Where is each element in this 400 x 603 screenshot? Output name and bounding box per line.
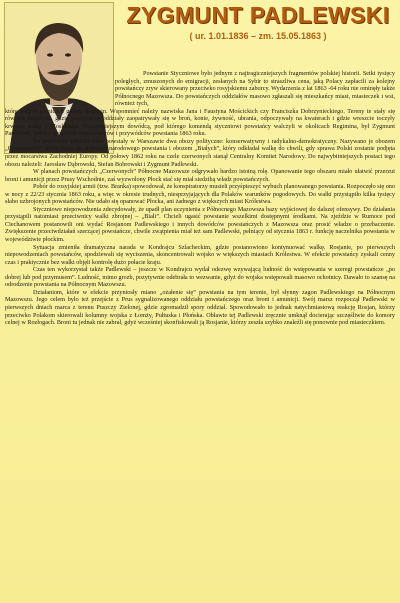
- paragraph: Czas ten wykorzystał także Padlewski – jeszcze w Kondrajcu wydał odezwę wzywającą ludność do wstępowania w szeregi powstańcze „po dobrej lub pod przymusem”. Ludność, mimo grozb, pozytywnie odebrała to wezwanie, gdyż do wojska wstępowali masowo ochotnicy. Dawało to szansę na odrodzenie powstania na Północnym Mazowszu.: [5, 266, 395, 289]
- paragraph: które leżą w granicach gminy Regimin. Wspomnieć należy nazwiska Jana i Faustyna Mościckich czy Franciszka Dobrzynieckiego. Tereny te stały się również miejscem, gdzie powstańcze oddziały zaopatrywały się w broń, konie, żywność, ubrania, odpoczywały na kwaterach i gdzie wreszcie toczyły krwawe walki z Moskalami. Najsłynniejszym dowódcą, pod którego komendą styczniowi powstańcy walczyli w okolicach Regimina, był Zygmunt Padlewski, jeden z głównych organizatorów i przywódców powstania 1863 roku.: [5, 107, 395, 138]
- paragraph: Powstanie Styczniowe było jednym z najtragiczniejszych fragmentów polskiej historii. Setki tysięcy poległych, zmuszonych do emigracji, zesłanych na Sybir to straszliwa cena, jaką Polacy zapłacili za kolejny powstańczy zryw skierowany przeciwko rosyjskiemu zaborcy. Wydarzenia z lat 1863 -64 roku nie ominęły także Północnego Mazowsza. Do powstańczych oddziałów masowo zgłaszali się mieszkańcy miast, miasteczek i wsi, również tych,: [115, 70, 395, 108]
- page-title: ZYGMUNT PADLEWSKI: [126, 2, 390, 28]
- paragraph: W planach powstańczych „Czerwonych” Północne Mazowsze odgrywało bardzo istotną rolę. Opanowanie tego obszaru miało ułatwić przerzut broni i amunicji przez Prusy Wschodnie, zaś wyzwolony Płock stać się miał siedzibą władz powstańczych.: [5, 168, 395, 183]
- paragraph: Styczniowe niepowodzenia zdecydowały, że upadł plan uczynienia z Północnego Mazowsza bazy wyjściowej do dalszej ofensywy. Do działania przystąpili natomiast przeciwnicy walki zbrojnej – „Biali”. Chcieli ugasić powstanie wszelkimi dostępnymi środkami. Na zjeździe w Rumoce pod Ciechanowem postanowili oni wydać Rosjanom Padlewskiego i innych dowódców powstańczych z Mazowsza oraz prosić władze o przebaczenie. Zwiększenie przeciwdziałań szerzącej powstańcze, chwile zwątpienia miał też sam Padlewski, pełniący od stycznia 1863 r. funkcję naczelnika powstania w województwie płockim.: [5, 205, 395, 244]
- paragraph: Na przełomie 1861/62 roku powstały w Warszawie dwa obozy polityczne: konserwatywny i radykalno-demokratyczny. Nazywano je obozem „Czerwonych”, który dążył do wybuchu narodowego powstania i obozem „Białych”, który odkładał walkę do chwili, gdy sprawa Polski zostanie podjęta przez mocarstwa Zachodniej Europy. Od połowy 1862 roku na czele czerwonych stanął Centralny Komitet Narodowy. Do najwybitniejszych postaci tego obozu należeli: Jarosław Dąbrowski, Stefan Bobrowski i Zygmunt Padlewski.: [5, 137, 395, 168]
- paragraph: Działaniom, które w efekcie przyniosły miano „ożałenie się” powstania na tym terenie, był słynny zagon Padlewskiego na Północnym Mazowszu. Jego celem było też przejście z Prus sygnalizowanego oddziału powstańczego oraz broni i amunicji. Swój marsz rozpoczął Padlewski w pierwszych dniach marca z terenu Puszczy Zielonej, gdzie zgromadził spory oddział. Spowodowało to jednak natychmiastową reakcję Rosjan, którzy przeciwko Polakom skierowali kolumny wojska z Łomży, Pułtuska i Płońska. Obławie tej Padlewski zręcznie umknął docierając szczęśliwie do komory celnej w Rozłogach. Broni tu jednak nie zabrał, gdyż wcześniej skonfiskowali ją Rosjanie, którzy zeszła szybko znaleźli się ponownie pod miasteczkiem.: [5, 288, 395, 327]
- life-dates: ( ur. 1.01.1836 – zm. 15.05.1863 ): [189, 31, 327, 41]
- paragraph: Sytuacja zmieniła dramatyczna narada w Kondrajcu Szlacheckim, gdzie postanowiono kontynuować walkę. Rosjanie, po pierwszych niepowodzeniach powstańców, spodziewali się wyciszenia, skoncentrowali wojsko w większych miastach Królestwa. W efekcie powstańcy zyskali cenny czas i praktycznie bez walki objęli kontrolę dużo połacie kraju.: [5, 243, 395, 266]
- article-body: [5, 70, 395, 327]
- paragraph: Pobór do rosyjskiej armii (tzw. Branka) spowodował, że konspiratorzy musieli przyśpieszyć wybuch planowanego powstania. Rozpoczęło się ono w nocy z 22/23 stycznia 1863 roku, a więc w okresie trudnych, niesprzyjających dla Polaków warunków pogodowych. Do walki przystąpiło kilka tysięcy słabo uzbrojonych powstańców. Nie udało się opanować Płocka, ani żadnego z większych miast Królestwa.: [5, 183, 395, 206]
